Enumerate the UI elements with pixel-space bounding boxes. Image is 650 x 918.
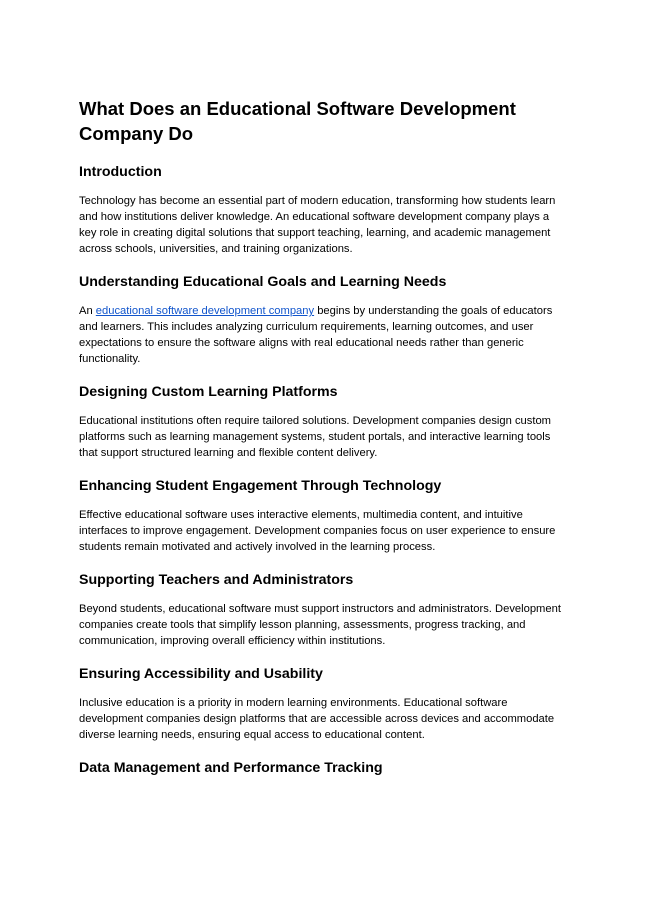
paragraph-introduction: Technology has become an essential part of modern education, transforming how students learn and how institutions deliver knowledge. An educational software development company plays a key role in creating digital solutions that support teaching, learning, and academic management across schools, universities, and training organizations. (79, 195, 556, 255)
educational-software-link[interactable]: educational software development company (95, 305, 315, 317)
heading-understanding-goals: Understanding Educational Goals and Learning Needs (79, 274, 447, 290)
paragraph-prefix: An (79, 305, 96, 317)
heading-supporting-teachers: Supporting Teachers and Administrators (79, 572, 354, 588)
paragraph-suffix: begins by understanding the goals of educators and learners. This includes analyzing curriculum requirements, learning outcomes, and user expectations to ensure the software aligns with real educational needs rather than generic functionality. (79, 305, 553, 365)
heading-accessibility: Ensuring Accessibility and Usability (79, 666, 323, 682)
paragraph-student-engagement: Effective educational software uses interactive elements, multimedia content, and intuitive interfaces to improve engagement. Development companies focus on user experience to ensure students remain motivated and actively involved in the learning process. (79, 509, 556, 553)
paragraph-custom-platforms: Educational institutions often require tailored solutions. Development companies design custom platforms such as learning management systems, student portals, and interactive learning tools that support structured learning and flexible content delivery. (79, 415, 552, 459)
heading-data-management: Data Management and Performance Tracking (79, 760, 383, 776)
heading-student-engagement: Enhancing Student Engagement Through Technology (79, 478, 442, 494)
paragraph-understanding-goals (79, 303, 569, 367)
document-title: What Does an Educational Software Development Company Do (79, 98, 516, 144)
paragraph-supporting-teachers: Beyond students, educational software must support instructors and administrators. Development companies create tools that simplify lesson planning, assessments, progress tracking, and communication, improving overall efficiency within institutions. (79, 603, 561, 647)
document-page (79, 96, 569, 789)
paragraph-accessibility: Inclusive education is a priority in modern learning environments. Educational software development companies design platforms that are accessible across devices and accommodate diverse learning needs, ensuring equal access to educational content. (79, 697, 555, 741)
heading-custom-platforms: Designing Custom Learning Platforms (79, 384, 338, 400)
heading-introduction: Introduction (79, 164, 162, 180)
